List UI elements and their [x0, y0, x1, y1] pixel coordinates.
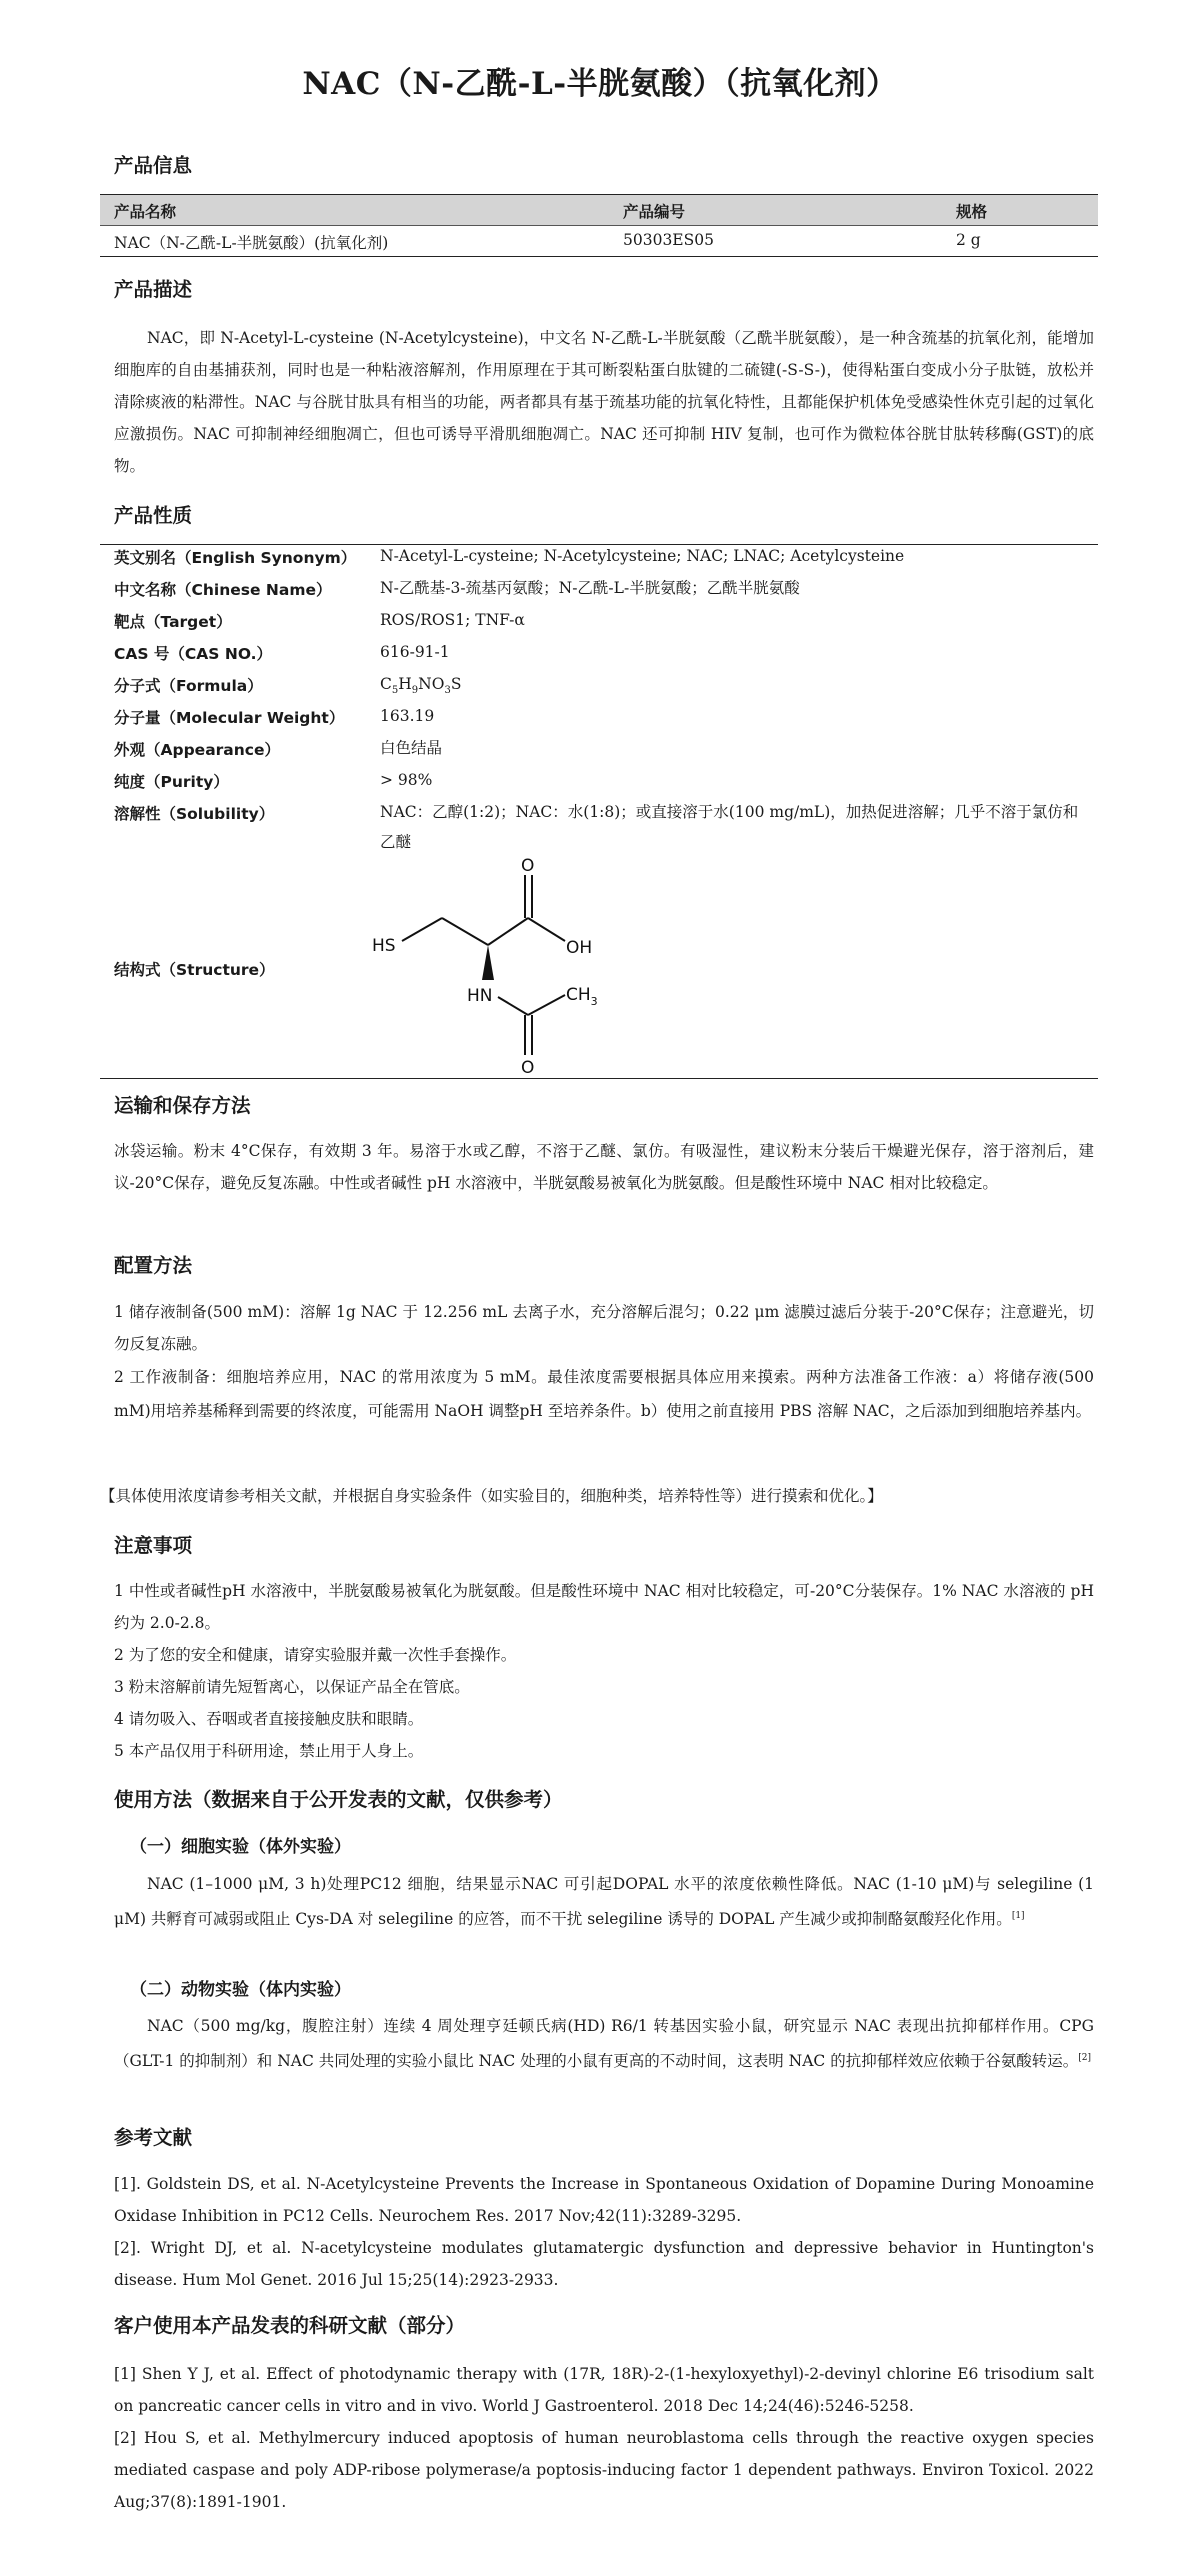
properties-table-bottom-rule [100, 1078, 1098, 1079]
prop-label-target: 靶点（Target） [114, 613, 232, 631]
reference-2: [2]. Wright DJ, et al. N-acetylcysteine modulates glutamatergic dysfunction and depressive behavior in Huntington's disease. Hum Mol Genet. 2016 Jul 15;25(14):2923-2933. [114, 2239, 1094, 2289]
prop-value-appearance: 白色结晶 [380, 739, 443, 757]
bond-c-ch3 [528, 995, 565, 1015]
prop-label-synonym: 英文别名（English Synonym） [114, 549, 357, 567]
atom-hs: HS [372, 936, 396, 956]
citation-2[interactable]: [2] [1078, 2053, 1091, 2063]
prop-label-purity: 纯度（Purity） [114, 773, 229, 791]
section-heading-notes: 注意事项 [114, 1534, 193, 1557]
prop-label-solubility: 溶解性（Solubility） [114, 805, 275, 823]
bond-c-ca [442, 918, 488, 945]
preparation-item-1: 1 储存液制备(500 mM)：溶解 1g NAC 于 12.256 mL 去离子水，充分溶解后混匀；0.22 μm 滤膜过滤后分装于-20°C保存；注意避光，切勿反复冻融。 [114, 1303, 1094, 1353]
reference-1: [1]. Goldstein DS, et al. N-Acetylcysteine Prevents the Increase in Spontaneous Oxidation of Dopamine During Monoamine Oxidase Inhibition in PC12 Cells. Neurochem Res. 2017 Nov;42(11):3289-3295. [114, 2175, 1094, 2225]
prop-value-target: ROS/ROS1; TNF-α [380, 611, 525, 629]
prop-label-formula: 分子式（Formula） [114, 677, 263, 695]
preparation-item-2: 2 工作液制备：细胞培养应用，NAC 的常用浓度为 5 mM。最佳浓度需要根据具体应用来摸索。两种方法准备工作液：a）将储存液(500 mM)用培养基稀释到需要的终浓度，可能需用 NaOH 调整pH 至培养条件。b）使用之前直接用 PBS 溶解 NAC，之后添加到细胞培养基内。 [114, 1368, 1094, 1420]
atom-o-top: O [521, 856, 535, 876]
customer-reference-2: [2] Hou S, et al. Methylmercury induced apoptosis of human neuroblastoma cells through the reactive oxygen species mediated caspase and poly ADP-ribose polymerase/a poptosis-inducing factor 1 dependent pathways. Environ Toxicol. 2022 Aug;37(8):1891-1901. [114, 2429, 1094, 2511]
atom-ch3: $CH_3$ [566, 985, 598, 1008]
atom-o-bottom: O [521, 1058, 535, 1075]
citation-1[interactable]: [1] [1011, 1911, 1025, 1921]
section-heading-properties: 产品性质 [114, 504, 193, 527]
bond-s-c [402, 918, 442, 941]
section-heading-customer-refs: 客户使用本产品发表的科研文献（部分） [114, 2314, 466, 2337]
atom-hn: HN [467, 986, 493, 1006]
prop-value-purity: > 98% [380, 771, 433, 789]
prop-value-mw: 163.19 [380, 707, 435, 725]
note-item-2: 2 为了您的安全和健康，请穿实验服并戴一次性手套操作。 [114, 1646, 517, 1664]
note-item-3: 3 粉末溶解前请先短暂离心，以保证产品全在管底。 [114, 1678, 470, 1696]
prop-value-synonym: N-Acetyl-L-cysteine; N-Acetylcysteine; NAC; LNAC; Acetylcysteine [380, 547, 905, 565]
prop-value-chinese-name: N-乙酰基-3-巯基丙氨酸；N-乙酰-L-半胱氨酸；乙酰半胱氨酸 [380, 579, 800, 597]
page-title: NAC（N-乙酰-L-半胱氨酸）（抗氧化剂） [302, 66, 898, 102]
nac-structure-diagram [370, 855, 630, 1075]
section-heading-storage: 运输和保存方法 [114, 1094, 251, 1117]
header-spec: 规格 [956, 203, 988, 221]
section-heading-usage: 使用方法（数据来自于公开发表的文献，仅供参考） [114, 1788, 563, 1811]
note-item-1: 1 中性或者碱性pH 水溶液中，半胱氨酸易被氧化为胱氨酸。但是酸性环境中 NAC 相对比较稳定，可-20°C分装保存。1% NAC 水溶液的 pH 约为 2.0-2.8。 [114, 1582, 1094, 1632]
prop-label-cas: CAS 号（CAS NO.） [114, 645, 273, 663]
section-heading-preparation: 配置方法 [114, 1254, 193, 1277]
section-heading-description: 产品描述 [114, 278, 193, 301]
section-heading-product-info: 产品信息 [114, 154, 193, 177]
cell-product-code: 50303ES05 [623, 231, 714, 249]
prop-value-formula: $C_5H_9NO_3S$ [380, 675, 462, 697]
bond-c-oh [528, 918, 565, 941]
prop-label-structure: 结构式（Structure） [114, 961, 275, 979]
prop-label-appearance: 外观（Appearance） [114, 741, 280, 759]
bond-ca-c [488, 918, 528, 945]
usage-subheading-cell: （一）细胞实验（体外实验） [130, 1837, 351, 1857]
product-table-header [100, 194, 1098, 226]
note-item-4: 4 请勿吸入、吞咽或者直接接触皮肤和眼睛。 [114, 1710, 424, 1728]
header-product-name: 产品名称 [114, 203, 177, 221]
product-table-row [100, 226, 1098, 257]
prop-label-chinese-name: 中文名称（Chinese Name） [114, 581, 332, 599]
preparation-note: 【具体使用浓度请参考相关文献，并根据自身实验条件（如实验目的，细胞种类，培养特性等）进行摸索和优化。】 [100, 1487, 883, 1505]
prop-value-solubility: NAC：乙醇(1:2)；NAC：水(1:8)；或直接溶于水(100 mg/mL)，加热促进溶解；几乎不溶于氯仿和乙醚 [380, 803, 1079, 851]
description-paragraph: NAC，即 N-Acetyl-L-cysteine (N-Acetylcysteine)，中文名 N-乙酰-L-半胱氨酸（乙酰半胱氨酸），是一种含巯基的抗氧化剂，能增加细胞库的自由基捕获剂，同时也是一种粘液溶解剂，作用原理在于其可断裂粘蛋白肽键的二硫键(-S-S-)，使得粘蛋白变成小分子肽链，放松并清除痰液的粘滞性。NAC 与谷胱甘肽具有相当的功能，两者都具有基于巯基功能的抗氧化特性，且都能保护机体免受感染性休克引起的过氧化应激损伤。NAC 可抑制神经细胞凋亡，但也可诱导平滑肌细胞凋亡。NAC 还可抑制 HIV 复制，也可作为微粒体谷胱甘肽转移酶(GST)的底物。 [114, 329, 1094, 475]
atom-oh: OH [566, 938, 593, 958]
section-heading-references: 参考文献 [114, 2126, 193, 2149]
storage-paragraph: 冰袋运输。粉末 4°C保存，有效期 3 年。易溶于水或乙醇，不溶于乙醚、氯仿。有吸湿性，建议粉末分装后干燥避光保存，溶于溶剂后，建议-20°C保存，避免反复冻融。中性或者碱性 pH 水溶液中，半胱氨酸易被氧化为胱氨酸。但是酸性环境中 NAC 相对比较稳定。 [114, 1142, 1094, 1192]
usage-cell-paragraph: NAC (1–1000 μM, 3 h)处理PC12 细胞，结果显示NAC 可引起DOPAL 水平的浓度依赖性降低。NAC (1-10 μM)与 selegiline (1 μM) 共孵育可减弱或阻止 Cys-DA 对 selegiline 的应答，而不干扰 selegiline 诱导的 DOPAL 产生减少或抑制酪氨酸羟化作用。[1] [114, 1875, 1094, 1929]
bond-n-c [498, 997, 528, 1015]
wedge-bond-ca-n [482, 945, 494, 980]
customer-reference-1: [1] Shen Y J, et al. Effect of photodynamic therapy with (17R, 18R)-2-(1-hexyloxyethyl)-2-devinyl chlorine E6 trisodium salt on pancreatic cancer cells in vitro and in vivo. World J Gastroenterol. 2018 Dec 14;24(46):5246-5258. [114, 2365, 1094, 2415]
note-item-5: 5 本产品仅用于科研用途，禁止用于人身上。 [114, 1742, 424, 1760]
prop-label-mw: 分子量（Molecular Weight） [114, 709, 345, 727]
cell-spec: 2 g [956, 231, 981, 249]
prop-value-cas: 616-91-1 [380, 643, 450, 661]
usage-subheading-animal: （二）动物实验（体内实验） [130, 1980, 351, 2000]
usage-animal-paragraph: NAC（500 mg/kg，腹腔注射）连续 4 周处理亨廷顿氏病(HD) R6/1 转基因实验小鼠，研究显示 NAC 表现出抗抑郁样作用。CPG（GLT-1 的抑制剂）和 NAC 共同处理的实验小鼠比 NAC 处理的小鼠有更高的不动时间，这表明 NAC 的抗抑郁样效应依赖于谷氨酸转运。[2] [114, 2017, 1094, 2071]
cell-product-name: NAC（N-乙酰-L-半胱氨酸）(抗氧化剂) [114, 234, 389, 252]
header-product-code: 产品编号 [623, 203, 686, 221]
